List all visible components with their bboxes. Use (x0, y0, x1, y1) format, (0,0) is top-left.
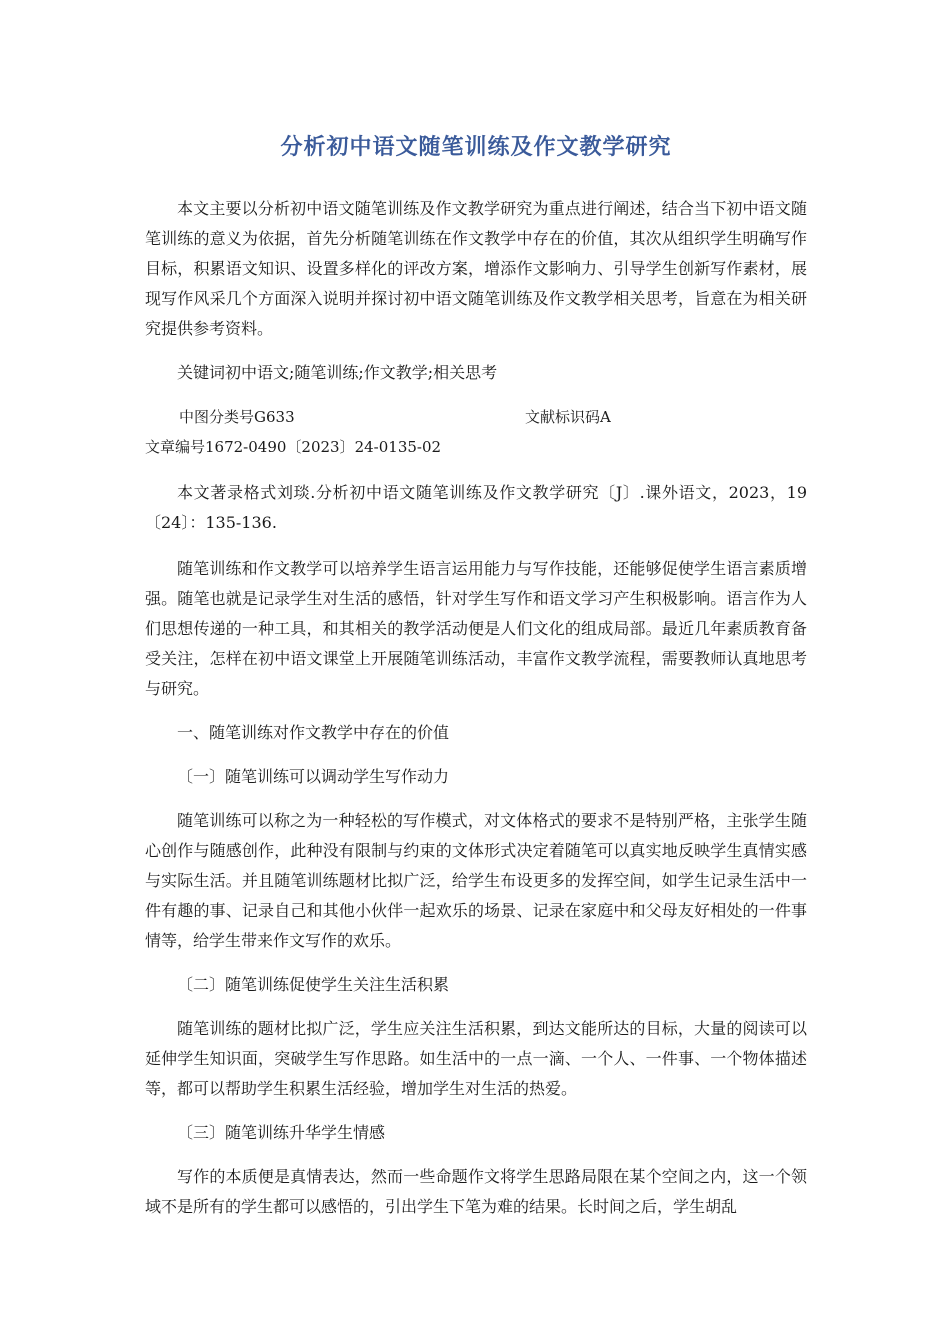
intro-paragraph: 随笔训练和作文教学可以培养学生语言运用能力与写作技能，还能够促使学生语言素质增强。随笔也就是记录学生对生活的感悟，针对学生写作和语文学习产生积极影响。语言作为人们思想传递的一种工具，和其相关的教学活动便是人们文化的组成局部。最近几年素质教育备受关注，怎样在初中语文课堂上开展随笔训练活动，丰富作文教学流程，需要教师认真地思考与研究。 (145, 559, 807, 698)
subsection-heading-1: 〔一〕随笔训练可以调动学生写作动力 (177, 767, 450, 786)
document-code: 文献标识码A (525, 408, 611, 426)
paper-page (145, 128, 807, 1222)
subsection-paragraph-1: 随笔训练可以称之为一种轻松的写作模式，对文体格式的要求不是特别严格，主张学生随心创作与随感创作，此种没有限制与约束的文体形式决定着随笔可以真实地反映学生真情实感与实际生活。并且随笔训练题材比拟广泛，给学生布设更多的发挥空间，如学生记录生活中一件有趣的事、记录自己和其他小伙伴一起欢乐的场景、记录在家庭中和父母友好相处的一件事情等，给学生带来作文写作的欢乐。 (145, 811, 807, 950)
paper-title: 分析初中语文随笔训练及作文教学研究 (280, 135, 672, 160)
section-heading-1: 一、随笔训练对作文教学中存在的价值 (177, 723, 450, 742)
subsection-heading-3: 〔三〕随笔训练升华学生情感 (177, 1123, 386, 1142)
subsection-heading-2: 〔二〕随笔训练促使学生关注生活积累 (177, 975, 450, 994)
article-number-row (145, 432, 807, 462)
article-number: 文章编号1672-0490〔2023〕24-0135-02 (145, 438, 442, 456)
keywords-line: 关键词初中语文;随笔训练;作文教学;相关思考 (177, 363, 498, 382)
subsection-paragraph-2: 随笔训练的题材比拟广泛，学生应关注生活积累，到达文能所达的目标，大量的阅读可以延伸学生知识面，突破学生写作思路。如生活中的一点一滴、一个人、一件事、一个物体描述等，都可以帮助学生积累生活经验，增加学生对生活的热爱。 (145, 1019, 807, 1098)
classification-row (145, 402, 807, 432)
classification-number: 中图分类号G633 (179, 408, 295, 426)
abstract-paragraph: 本文主要以分析初中语文随笔训练及作文教学研究为重点进行阐述，结合当下初中语文随笔训练的意义为依据，首先分析随笔训练在作文教学中存在的价值，其次从组织学生明确写作目标，积累语文知识、设置多样化的评改方案，增添作文影响力、引导学生创新写作素材，展现写作风采几个方面深入说明并探讨初中语文随笔训练及作文教学相关思考，旨意在为相关研究提供参考资料。 (145, 199, 807, 338)
citation-paragraph: 本文著录格式刘琰.分析初中语文随笔训练及作文教学研究〔J〕.课外语文，2023，19〔24〕：135-136. (145, 483, 807, 532)
subsection-paragraph-3: 写作的本质便是真情表达，然而一些命题作文将学生思路局限在某个空间之内，这一个领域不是所有的学生都可以感悟的，引出学生下笔为难的结果。长时间之后，学生胡乱 (145, 1167, 807, 1216)
